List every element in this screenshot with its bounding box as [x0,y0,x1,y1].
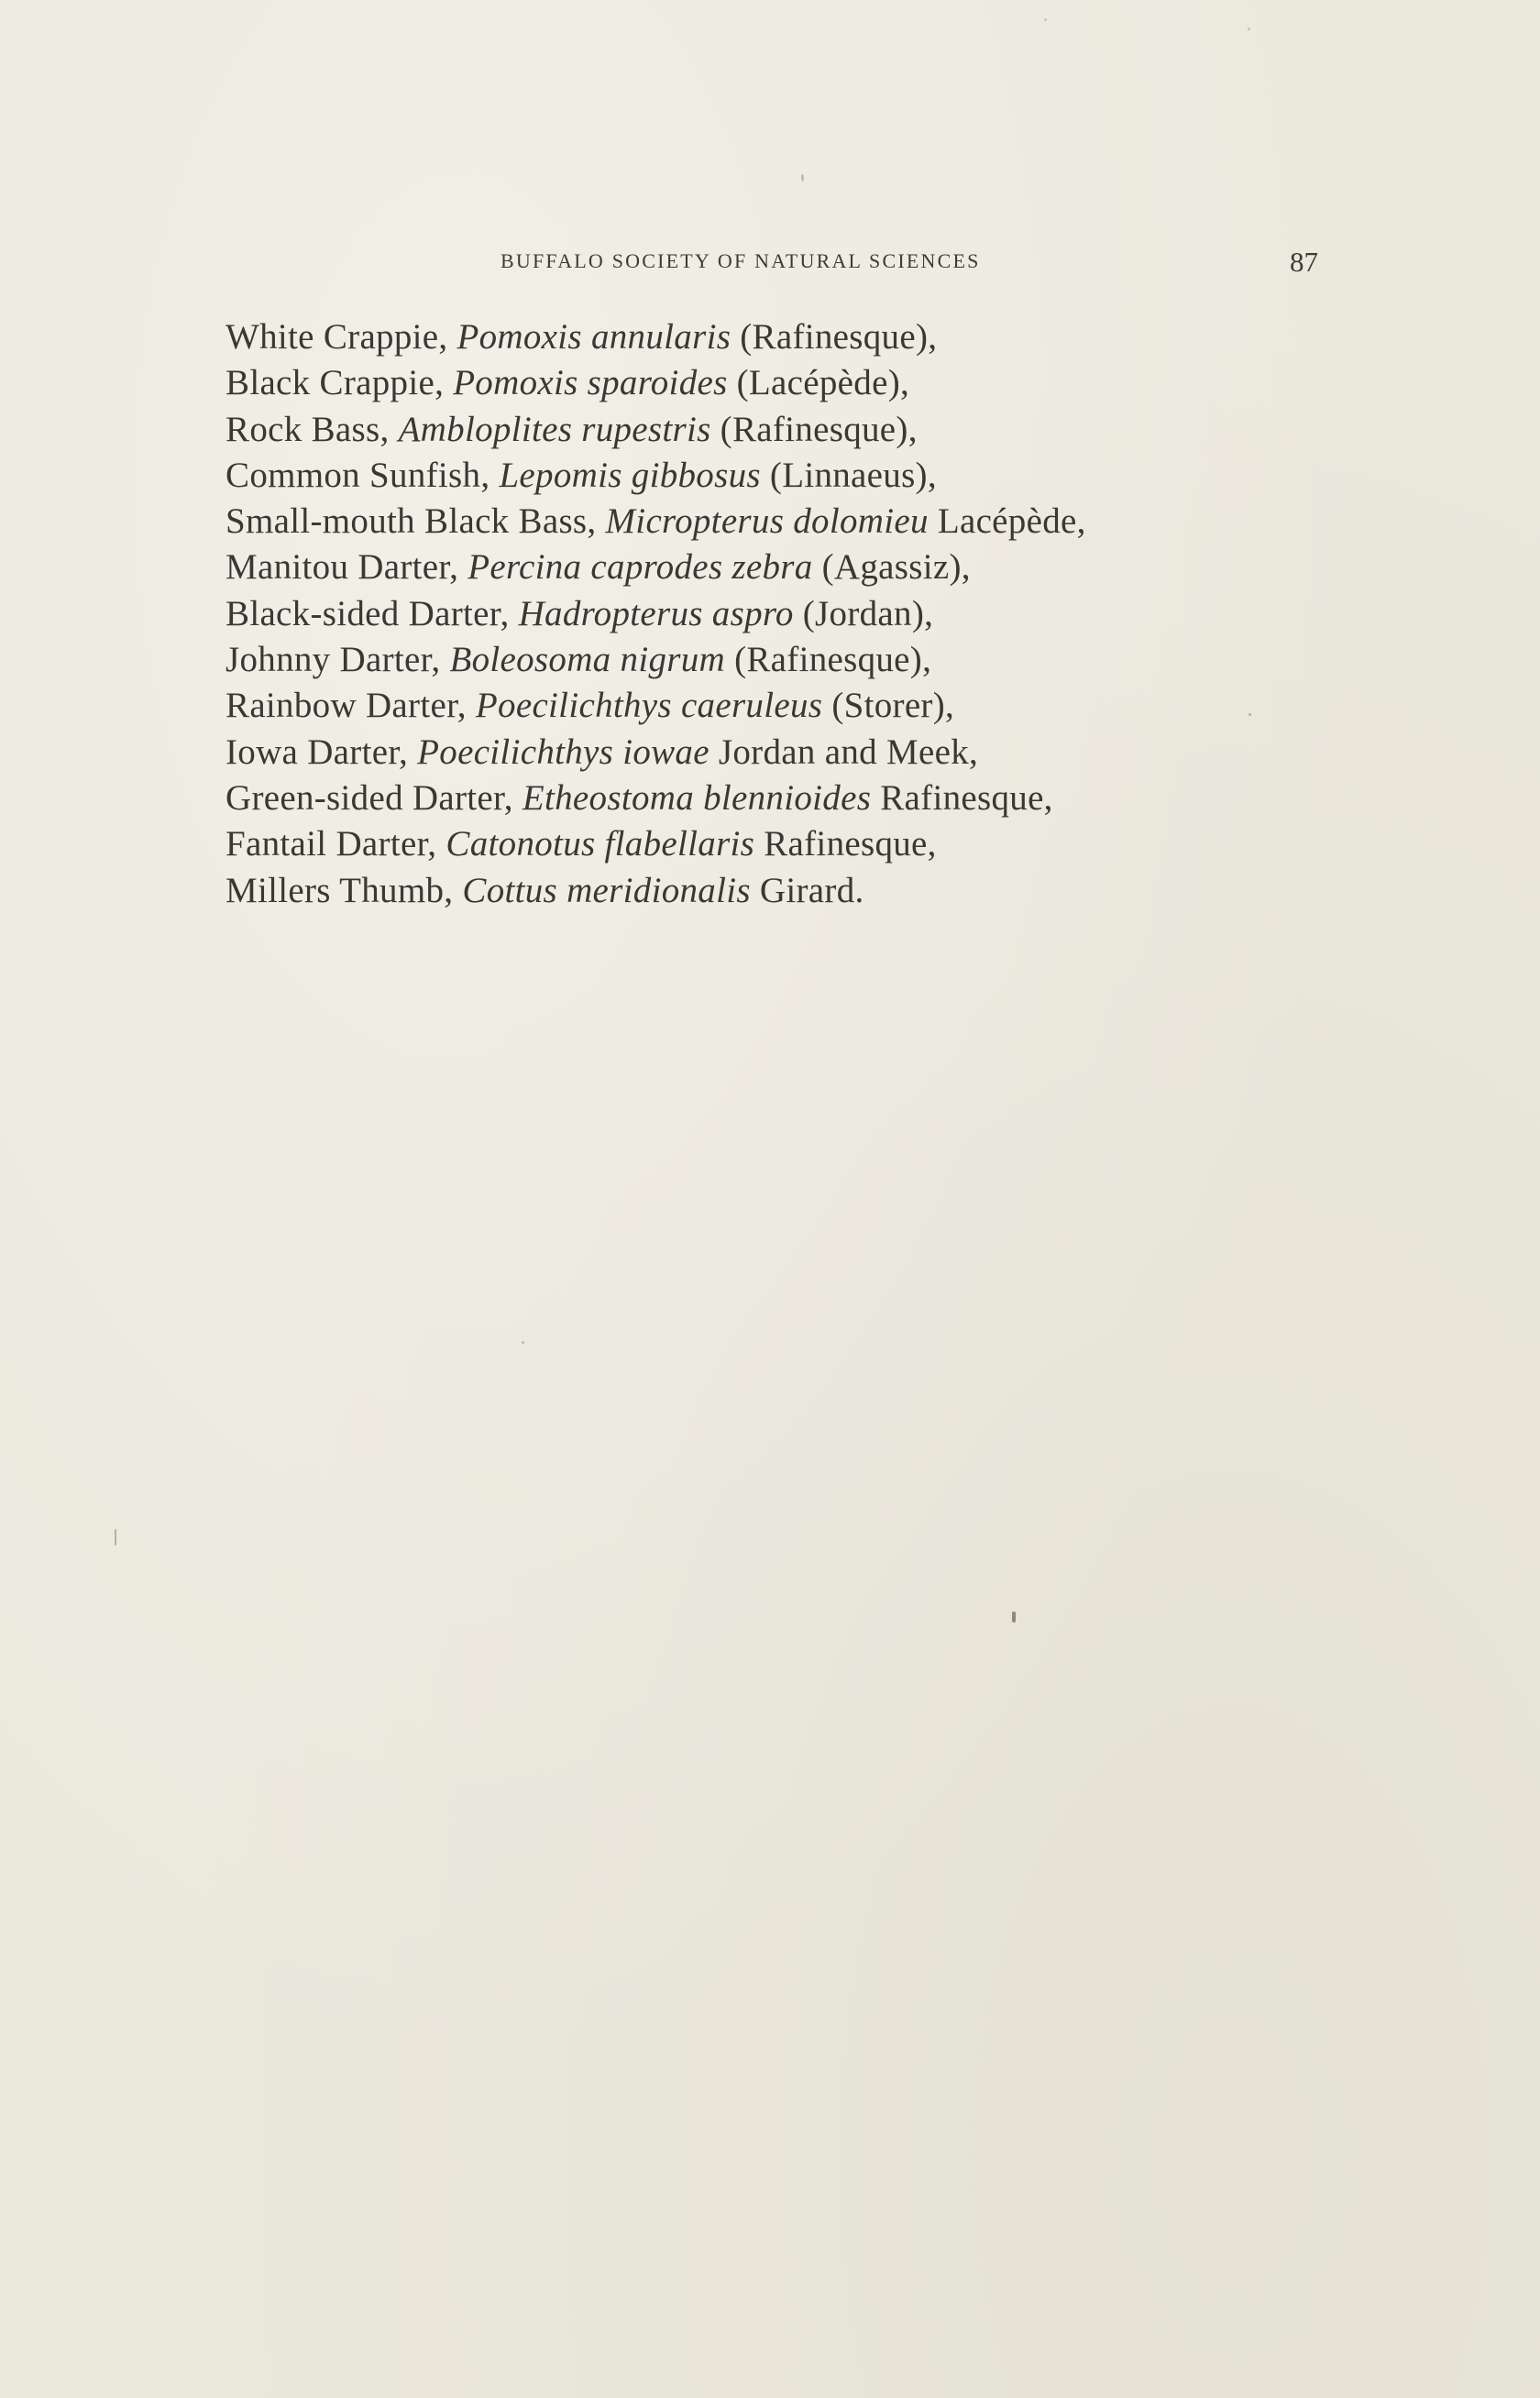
scientific-name: Catonotus flabellaris [446,824,755,864]
species-item [226,314,1086,360]
species-item [226,360,1086,406]
common-name: Small-mouth Black Bass, [226,501,606,542]
scientific-name: Lepomis gibbosus [499,455,761,495]
paper-speck [1044,18,1047,21]
common-name: Rainbow Darter, [226,686,476,726]
running-head [0,246,1540,282]
scientific-name: Percina caprodes zebra [468,547,813,588]
paper-speck [1248,713,1251,716]
common-name: Manitou Darter, [226,547,468,588]
common-name: Fantail Darter, [226,824,446,864]
scientific-name: Hadropterus aspro [518,593,794,633]
species-item [226,776,1086,821]
authority: Jordan and Meek, [709,732,979,772]
common-name: White Crappie, [226,317,457,357]
species-item [226,868,1086,914]
scientific-name: Poecilichthys iowae [417,732,710,772]
common-name: Green-sided Darter, [226,777,522,818]
paper-speck [1012,1612,1016,1622]
common-name: Common Sunfish, [226,455,500,495]
common-name: Johnny Darter, [226,640,450,680]
authority: Lacépède, [928,501,1086,542]
authority: (Rafinesque), [731,317,938,357]
authority: (Storer), [822,686,955,726]
authority: (Linnaeus), [760,455,937,495]
scientific-name: Ambloplites rupestris [398,409,711,449]
species-item [226,453,1086,499]
scientific-name: Cottus meridionalis [462,870,751,910]
authority: (Jordan), [793,593,934,633]
species-item [226,591,1086,637]
scientific-name: Micropterus dolomieu [605,501,929,542]
paper-speck [522,1341,524,1344]
authority: (Rafinesque), [710,409,918,449]
common-name: Iowa Darter, [226,732,418,772]
authority: Rafinesque, [754,824,937,864]
species-list [226,314,1086,914]
species-item [226,499,1086,544]
common-name: Rock Bass, [226,409,399,449]
authority: (Agassiz), [812,547,971,588]
scientific-name: Pomoxis sparoides [453,363,728,403]
species-item [226,544,1086,590]
species-item [226,821,1086,867]
page-number: 87 [1290,246,1318,278]
species-item [226,683,1086,729]
scientific-name: Poecilichthys caeruleus [475,686,823,726]
scientific-name: Etheostoma blennioides [522,777,872,818]
common-name: Black-sided Darter, [226,593,519,633]
species-item [226,637,1086,683]
authority: (Lacépède), [727,363,910,403]
species-item [226,730,1086,776]
authority: Rafinesque, [871,777,1053,818]
species-item [226,407,1086,453]
scientific-name: Pomoxis annularis [456,317,732,357]
common-name: Black Crappie, [226,363,454,403]
running-title: BUFFALO SOCIETY OF NATURAL SCIENCES [500,249,981,272]
paper-speck [1248,28,1250,30]
paper-speck [115,1529,116,1546]
authority: (Rafinesque), [725,640,932,680]
authority: Girard. [750,870,864,910]
paper-speck [801,174,804,182]
common-name: Millers Thumb, [226,870,463,910]
scientific-name: Boleosoma nigrum [449,640,726,680]
